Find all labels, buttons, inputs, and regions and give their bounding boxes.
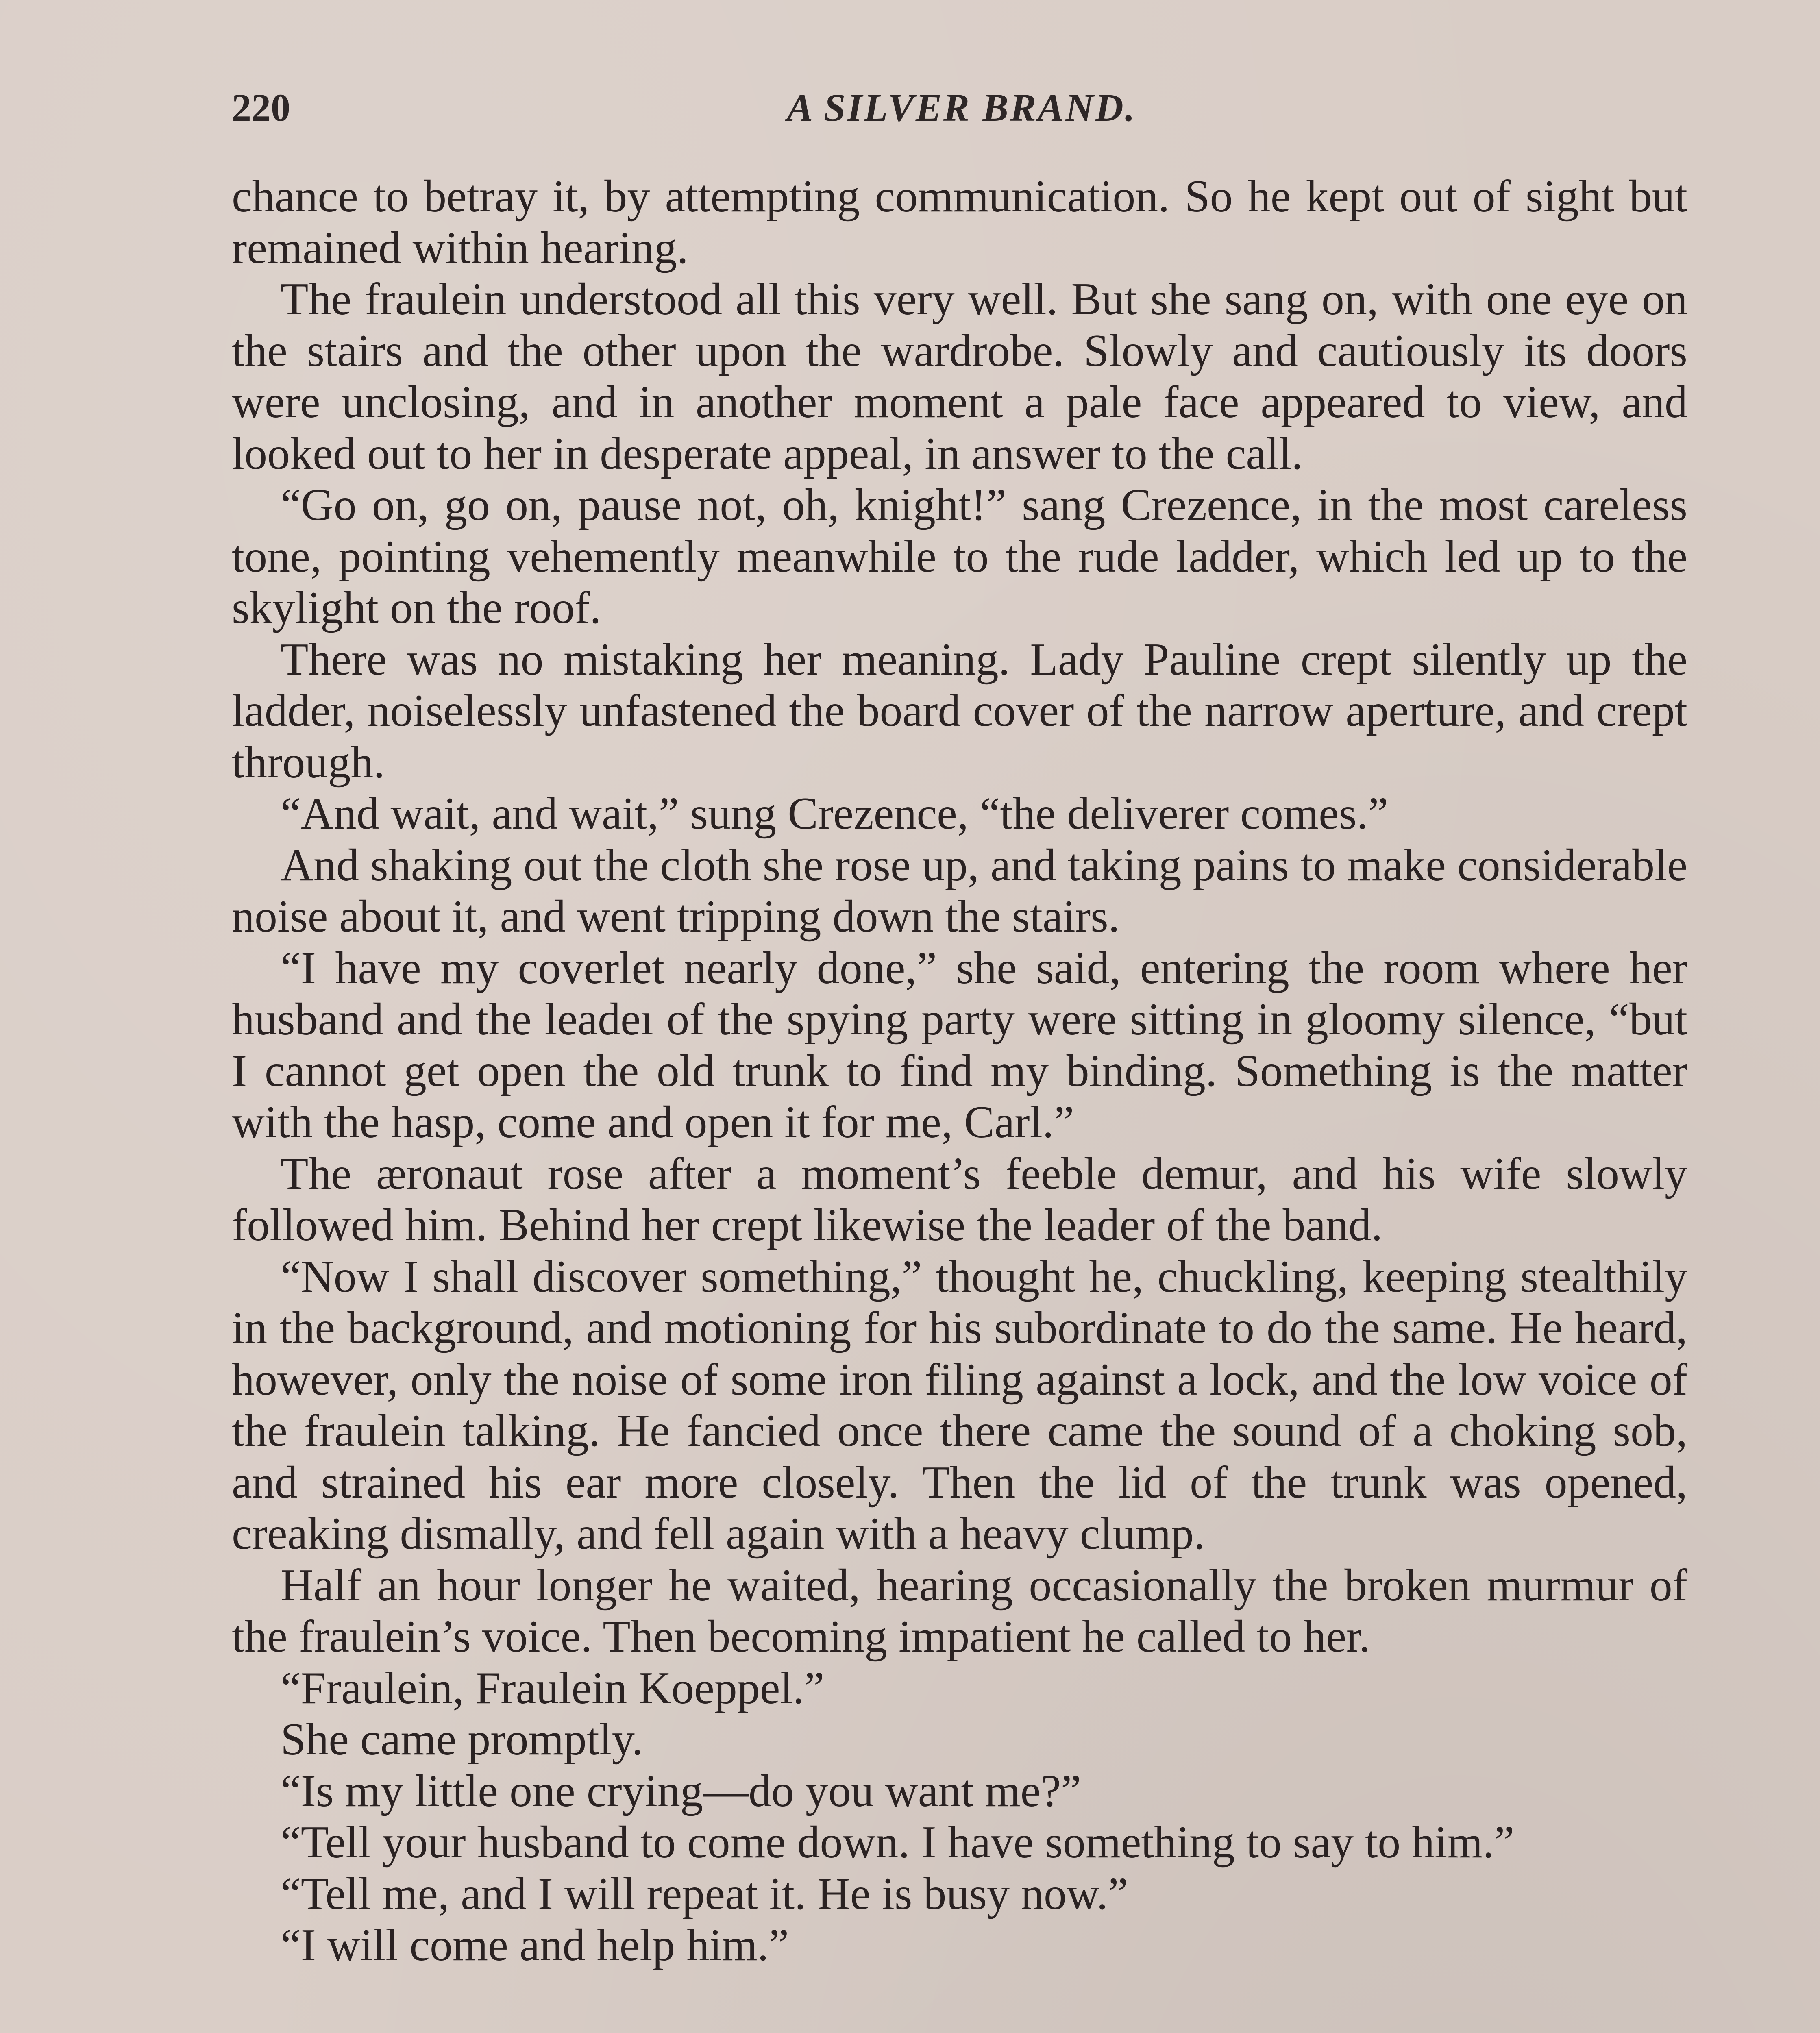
page-number: 220 — [232, 86, 290, 129]
paragraph: chance to betray it, by attempting communication. So he kept out of sight but remained within hearing. — [232, 171, 1687, 273]
running-title: A SILVER BRAND. — [787, 86, 1136, 129]
paragraph: The æronaut rose after a moment’s feeble demur, and his wife slowly followed him. Behind her crept likewise the leader of the band. — [232, 1148, 1687, 1250]
page-header — [232, 77, 1692, 138]
paragraph: “Is my little one crying—do you want me?” — [281, 1765, 1081, 1816]
paragraph: “Fraulein, Fraulein Koeppel.” — [281, 1663, 825, 1713]
paragraph: “Tell me, and I will repeat it. He is busy now.” — [281, 1868, 1128, 1919]
paragraph: “Go on, go on, pause not, oh, knight!” sang Crezence, in the most careless tone, pointing vehemently meanwhile to the rude ladder, which led up to the skylight on the roof. — [232, 480, 1687, 633]
paragraph: “I will come and help him.” — [281, 1920, 789, 1970]
paragraph: Half an hour longer he waited, hearing occasionally the broken murmur of the fraulein’s voice. Then becoming impatient he called to her. — [232, 1560, 1687, 1662]
paragraph: The fraulein understood all this very well. But she sang on, with one eye on the stairs and the other upon the wardrobe. Slowly and cautiously its doors were unclosing, and in another moment a pale face appeared to view, and looked out to her in desperate appeal, in answer to the call. — [232, 274, 1687, 479]
paragraph: There was no mistaking her meaning. Lady Pauline crept silently up the ladder, noiselessly unfastened the board cover of the narrow aperture, and crept through. — [232, 634, 1687, 788]
paragraph: “Now I shall discover something,” thought he, chuckling, keeping stealthily in the background, and motioning for his subordinate to do the same. He heard, however, only the noise of some iron filing against a lock, and the low voice of the fraulein talking. He fancied once there came the sound of a choking sob, and strained his ear more closely. Then the lid of the trunk was opened, creaking dismally, and fell again with a heavy clump. — [232, 1251, 1687, 1559]
paragraph: “I have my coverlet nearly done,” she said, entering the room where her husband and the leadeı of the spying party were sitting in gloomy silence, “but I cannot get open the old trunk to find my binding. Something is the matter with the hasp, come and open it for me, Carl.” — [232, 942, 1687, 1147]
paragraph: “Tell your husband to come down. I have something to say to him.” — [281, 1817, 1515, 1868]
body-text — [232, 171, 1687, 1971]
paragraph: She came promptly. — [281, 1714, 643, 1765]
paragraph: “And wait, and wait,” sung Crezence, “the deliverer comes.” — [281, 788, 1389, 839]
paragraph: And shaking out the cloth she rose up, and taking pains to make considerable noise about it, and went tripping down the stairs. — [232, 840, 1687, 942]
